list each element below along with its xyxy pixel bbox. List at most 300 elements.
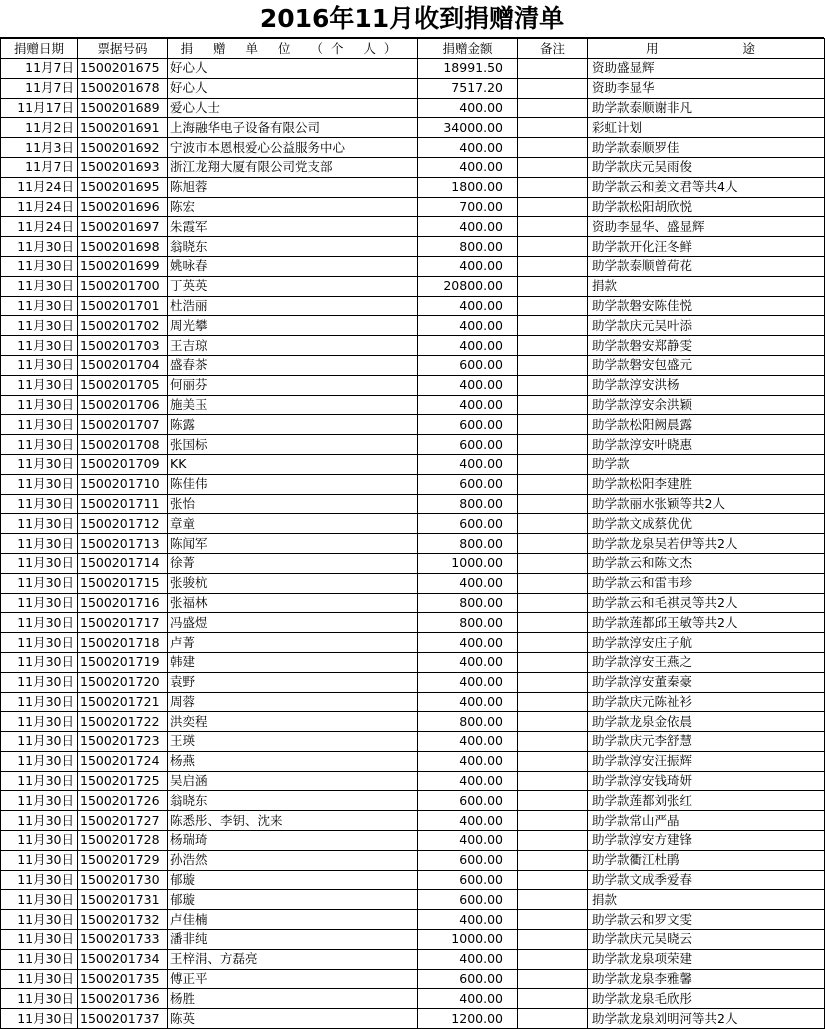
header-use-char-2: 途	[742, 40, 756, 56]
table-row	[1, 732, 825, 752]
note-cell	[518, 870, 588, 890]
use-cell: 助学款云和罗文雯	[588, 910, 825, 930]
use-cell: 助学款龙泉毛欣彤	[588, 989, 825, 1009]
donor-cell: 陈露	[168, 415, 418, 435]
note-cell	[518, 276, 588, 296]
note-cell	[518, 177, 588, 197]
note-cell	[518, 217, 588, 237]
table-row	[1, 831, 825, 851]
use-cell: 助学款松阳胡欣悦	[588, 197, 825, 217]
note-cell	[518, 652, 588, 672]
note-cell	[518, 355, 588, 375]
receipt-cell: 1500201731	[78, 890, 168, 910]
use-cell: 助学款云和陈文杰	[588, 553, 825, 573]
donor-cell: 陈闻军	[168, 534, 418, 554]
amount-cell: 400.00	[418, 375, 518, 395]
note-cell	[518, 78, 588, 98]
table-row	[1, 296, 825, 316]
use-cell: 捐款	[588, 276, 825, 296]
receipt-cell: 1500201695	[78, 177, 168, 197]
donor-cell: 宁波市本恩根爱心公益服务中心	[168, 138, 418, 158]
note-cell	[518, 633, 588, 653]
note-cell	[518, 593, 588, 613]
receipt-cell: 1500201689	[78, 98, 168, 118]
donor-cell: 陈悉彤、李钥、沈来	[168, 811, 418, 831]
donor-cell: 韩建	[168, 652, 418, 672]
amount-cell: 1000.00	[418, 930, 518, 950]
amount-cell: 800.00	[418, 534, 518, 554]
use-cell: 助学款淳安方建锋	[588, 831, 825, 851]
note-cell	[518, 672, 588, 692]
table-row	[1, 811, 825, 831]
use-cell: 助学款淳安汪振辉	[588, 751, 825, 771]
amount-cell: 400.00	[418, 949, 518, 969]
note-cell	[518, 59, 588, 79]
date-cell: 11月24日	[1, 197, 78, 217]
amount-cell: 400.00	[418, 831, 518, 851]
amount-cell: 7517.20	[418, 78, 518, 98]
note-cell	[518, 197, 588, 217]
note-cell	[518, 791, 588, 811]
note-cell	[518, 989, 588, 1009]
date-cell: 11月30日	[1, 355, 78, 375]
use-cell: 助学款淳安董秦豪	[588, 672, 825, 692]
receipt-cell: 1500201705	[78, 375, 168, 395]
receipt-cell: 1500201717	[78, 613, 168, 633]
note-cell	[518, 435, 588, 455]
date-cell: 11月30日	[1, 930, 78, 950]
date-cell: 11月2日	[1, 118, 78, 138]
donor-cell: 冯盛煜	[168, 613, 418, 633]
note-cell	[518, 336, 588, 356]
table-row	[1, 870, 825, 890]
date-cell: 11月30日	[1, 593, 78, 613]
use-cell: 助学款庆元吴晓云	[588, 930, 825, 950]
amount-cell: 600.00	[418, 890, 518, 910]
page-title: 2016年11月收到捐赠清单	[0, 0, 824, 38]
table-row	[1, 751, 825, 771]
receipt-cell: 1500201699	[78, 256, 168, 276]
donor-cell: 孙浩然	[168, 850, 418, 870]
date-cell: 11月30日	[1, 316, 78, 336]
date-cell: 11月30日	[1, 375, 78, 395]
amount-cell: 1800.00	[418, 177, 518, 197]
date-cell: 11月30日	[1, 276, 78, 296]
table-row	[1, 78, 825, 98]
donor-cell: 姚咏春	[168, 256, 418, 276]
header-amount: 捐赠金额	[418, 39, 518, 59]
receipt-cell: 1500201719	[78, 652, 168, 672]
donor-cell: 陈英	[168, 1009, 418, 1029]
use-cell: 助学款松阳李建胜	[588, 474, 825, 494]
use-cell: 助学款泰顺谢非凡	[588, 98, 825, 118]
date-cell: 11月30日	[1, 989, 78, 1009]
date-cell: 11月30日	[1, 890, 78, 910]
use-cell: 助学款磐安包盛元	[588, 355, 825, 375]
note-cell	[518, 613, 588, 633]
receipt-cell: 1500201728	[78, 831, 168, 851]
donor-cell: 好心人	[168, 78, 418, 98]
receipt-cell: 1500201704	[78, 355, 168, 375]
receipt-cell: 1500201732	[78, 910, 168, 930]
donor-cell: 陈宏	[168, 197, 418, 217]
date-cell: 11月30日	[1, 732, 78, 752]
table-row	[1, 633, 825, 653]
date-cell: 11月30日	[1, 514, 78, 534]
amount-cell: 400.00	[418, 316, 518, 336]
table-row	[1, 59, 825, 79]
donor-cell: 周蓉	[168, 692, 418, 712]
use-cell: 助学款磐安陈佳悦	[588, 296, 825, 316]
amount-cell: 400.00	[418, 573, 518, 593]
donor-cell: 浙江龙翔大厦有限公司党支部	[168, 157, 418, 177]
amount-cell: 1000.00	[418, 553, 518, 573]
use-cell: 助学款淳安洪杨	[588, 375, 825, 395]
use-cell: 捐款	[588, 890, 825, 910]
note-cell	[518, 732, 588, 752]
donor-cell: 张怡	[168, 494, 418, 514]
amount-cell: 800.00	[418, 712, 518, 732]
donor-cell: 杨瑞琦	[168, 831, 418, 851]
amount-cell: 600.00	[418, 415, 518, 435]
date-cell: 11月30日	[1, 712, 78, 732]
receipt-cell: 1500201708	[78, 435, 168, 455]
amount-cell: 800.00	[418, 494, 518, 514]
note-cell	[518, 771, 588, 791]
date-cell: 11月30日	[1, 771, 78, 791]
amount-cell: 600.00	[418, 850, 518, 870]
table-row	[1, 474, 825, 494]
donor-cell: 翁晓东	[168, 237, 418, 257]
note-cell	[518, 831, 588, 851]
header-date: 捐赠日期	[1, 39, 78, 59]
amount-cell: 400.00	[418, 910, 518, 930]
donor-cell: 杨燕	[168, 751, 418, 771]
date-cell: 11月30日	[1, 831, 78, 851]
donor-cell: 陈旭蓉	[168, 177, 418, 197]
donor-cell: 王吉琼	[168, 336, 418, 356]
table-row	[1, 949, 825, 969]
receipt-cell: 1500201696	[78, 197, 168, 217]
donor-cell: 上海融华电子设备有限公司	[168, 118, 418, 138]
use-cell: 助学款庆元吴叶添	[588, 316, 825, 336]
amount-cell: 800.00	[418, 593, 518, 613]
donor-cell: 好心人	[168, 59, 418, 79]
use-cell: 助学款泰顺罗佳	[588, 138, 825, 158]
amount-cell: 400.00	[418, 395, 518, 415]
donor-cell: 吴启涵	[168, 771, 418, 791]
date-cell: 11月30日	[1, 494, 78, 514]
receipt-cell: 1500201675	[78, 59, 168, 79]
date-cell: 11月30日	[1, 237, 78, 257]
use-cell: 助学款莲都刘张红	[588, 791, 825, 811]
amount-cell: 400.00	[418, 217, 518, 237]
date-cell: 11月30日	[1, 573, 78, 593]
use-cell: 助学款庆元陈祉衫	[588, 692, 825, 712]
amount-cell: 400.00	[418, 336, 518, 356]
table-row	[1, 534, 825, 554]
date-cell: 11月30日	[1, 791, 78, 811]
receipt-cell: 1500201707	[78, 415, 168, 435]
header-note: 备注	[518, 39, 588, 59]
table-row	[1, 197, 825, 217]
donor-cell: 王梓涓、方磊亮	[168, 949, 418, 969]
note-cell	[518, 712, 588, 732]
table-row	[1, 712, 825, 732]
receipt-cell: 1500201736	[78, 989, 168, 1009]
date-cell: 11月30日	[1, 435, 78, 455]
receipt-cell: 1500201735	[78, 969, 168, 989]
receipt-cell: 1500201724	[78, 751, 168, 771]
date-cell: 11月17日	[1, 98, 78, 118]
use-cell: 助学款	[588, 454, 825, 474]
use-cell: 助学款松阳阙晨露	[588, 415, 825, 435]
use-cell: 助学款龙泉金依晨	[588, 712, 825, 732]
use-cell: 彩虹计划	[588, 118, 825, 138]
note-cell	[518, 157, 588, 177]
use-cell: 助学款磐安郑静雯	[588, 336, 825, 356]
table-row	[1, 553, 825, 573]
table-row	[1, 138, 825, 158]
amount-cell: 400.00	[418, 633, 518, 653]
note-cell	[518, 454, 588, 474]
table-row	[1, 454, 825, 474]
use-cell: 助学款丽水张颖等共2人	[588, 494, 825, 514]
use-cell: 助学款龙泉刘明河等共2人	[588, 1009, 825, 1029]
table-row	[1, 573, 825, 593]
donor-cell: 袁野	[168, 672, 418, 692]
date-cell: 11月30日	[1, 336, 78, 356]
note-cell	[518, 910, 588, 930]
amount-cell: 400.00	[418, 692, 518, 712]
amount-cell: 400.00	[418, 989, 518, 1009]
note-cell	[518, 98, 588, 118]
header-use-char-1: 用	[646, 40, 659, 56]
note-cell	[518, 553, 588, 573]
use-cell: 助学款淳安王燕之	[588, 652, 825, 672]
date-cell: 11月24日	[1, 217, 78, 237]
table-row	[1, 237, 825, 257]
donor-cell: 卢佳楠	[168, 910, 418, 930]
note-cell	[518, 969, 588, 989]
donor-cell: 潘非纯	[168, 930, 418, 950]
donor-cell: 张福林	[168, 593, 418, 613]
receipt-cell: 1500201693	[78, 157, 168, 177]
amount-cell: 20800.00	[418, 276, 518, 296]
note-cell	[518, 296, 588, 316]
receipt-cell: 1500201701	[78, 296, 168, 316]
date-cell: 11月30日	[1, 652, 78, 672]
donor-cell: KK	[168, 454, 418, 474]
use-cell: 助学款云和毛祺灵等共2人	[588, 593, 825, 613]
table-row	[1, 514, 825, 534]
note-cell	[518, 890, 588, 910]
amount-cell: 800.00	[418, 237, 518, 257]
receipt-cell: 1500201722	[78, 712, 168, 732]
note-cell	[518, 850, 588, 870]
use-cell: 助学款淳安叶晓惠	[588, 435, 825, 455]
amount-cell: 600.00	[418, 969, 518, 989]
amount-cell: 600.00	[418, 870, 518, 890]
note-cell	[518, 237, 588, 257]
date-cell: 11月30日	[1, 870, 78, 890]
date-cell: 11月3日	[1, 138, 78, 158]
receipt-cell: 1500201725	[78, 771, 168, 791]
table-row	[1, 692, 825, 712]
donor-cell: 丁英英	[168, 276, 418, 296]
amount-cell: 400.00	[418, 454, 518, 474]
date-cell: 11月7日	[1, 59, 78, 79]
amount-cell: 600.00	[418, 514, 518, 534]
date-cell: 11月30日	[1, 474, 78, 494]
table-row	[1, 217, 825, 237]
table-row	[1, 157, 825, 177]
table-row	[1, 98, 825, 118]
use-cell: 助学款开化汪冬鲜	[588, 237, 825, 257]
amount-cell: 34000.00	[418, 118, 518, 138]
receipt-cell: 1500201726	[78, 791, 168, 811]
note-cell	[518, 811, 588, 831]
donor-cell: 郁璇	[168, 870, 418, 890]
header-receipt: 票据号码	[78, 39, 168, 59]
receipt-cell: 1500201723	[78, 732, 168, 752]
donor-cell: 章童	[168, 514, 418, 534]
receipt-cell: 1500201718	[78, 633, 168, 653]
date-cell: 11月30日	[1, 811, 78, 831]
note-cell	[518, 949, 588, 969]
use-cell: 资助李显华	[588, 78, 825, 98]
note-cell	[518, 395, 588, 415]
receipt-cell: 1500201697	[78, 217, 168, 237]
donor-cell: 张骏杭	[168, 573, 418, 593]
date-cell: 11月30日	[1, 633, 78, 653]
donation-table	[0, 38, 825, 1029]
receipt-cell: 1500201733	[78, 930, 168, 950]
table-row	[1, 494, 825, 514]
use-cell: 助学款庆元李舒慧	[588, 732, 825, 752]
donor-cell: 爱心人士	[168, 98, 418, 118]
table-row	[1, 652, 825, 672]
receipt-cell: 1500201727	[78, 811, 168, 831]
use-cell: 资助李显华、盛显辉	[588, 217, 825, 237]
donor-cell: 陈佳伟	[168, 474, 418, 494]
receipt-cell: 1500201691	[78, 118, 168, 138]
receipt-cell: 1500201710	[78, 474, 168, 494]
amount-cell: 400.00	[418, 751, 518, 771]
table-body	[1, 59, 825, 1029]
table-row	[1, 930, 825, 950]
donor-cell: 杨胜	[168, 989, 418, 1009]
receipt-cell: 1500201729	[78, 850, 168, 870]
date-cell: 11月30日	[1, 910, 78, 930]
use-cell: 助学款常山严晶	[588, 811, 825, 831]
receipt-cell: 1500201721	[78, 692, 168, 712]
table-row	[1, 316, 825, 336]
donor-cell: 徐菁	[168, 553, 418, 573]
receipt-cell: 1500201737	[78, 1009, 168, 1029]
note-cell	[518, 930, 588, 950]
amount-cell: 400.00	[418, 672, 518, 692]
receipt-cell: 1500201702	[78, 316, 168, 336]
donor-cell: 卢菁	[168, 633, 418, 653]
donor-cell: 施美玉	[168, 395, 418, 415]
receipt-cell: 1500201698	[78, 237, 168, 257]
date-cell: 11月30日	[1, 613, 78, 633]
table-row	[1, 989, 825, 1009]
date-cell: 11月24日	[1, 177, 78, 197]
amount-cell: 18991.50	[418, 59, 518, 79]
date-cell: 11月30日	[1, 692, 78, 712]
use-cell: 助学款淳安庄子航	[588, 633, 825, 653]
receipt-cell: 1500201678	[78, 78, 168, 98]
table-row	[1, 435, 825, 455]
date-cell: 11月30日	[1, 395, 78, 415]
table-row	[1, 613, 825, 633]
table-row	[1, 791, 825, 811]
date-cell: 11月30日	[1, 949, 78, 969]
date-cell: 11月30日	[1, 415, 78, 435]
note-cell	[518, 534, 588, 554]
donor-cell: 盛春茶	[168, 355, 418, 375]
receipt-cell: 1500201730	[78, 870, 168, 890]
use-cell: 助学款龙泉吴若伊等共2人	[588, 534, 825, 554]
amount-cell: 700.00	[418, 197, 518, 217]
table-row	[1, 276, 825, 296]
receipt-cell: 1500201706	[78, 395, 168, 415]
date-cell: 11月30日	[1, 296, 78, 316]
receipt-cell: 1500201714	[78, 553, 168, 573]
table-row	[1, 910, 825, 930]
table-row	[1, 256, 825, 276]
note-cell	[518, 118, 588, 138]
note-cell	[518, 138, 588, 158]
use-cell: 助学款淳安余洪颖	[588, 395, 825, 415]
table-row	[1, 672, 825, 692]
amount-cell: 1200.00	[418, 1009, 518, 1029]
receipt-cell: 1500201712	[78, 514, 168, 534]
note-cell	[518, 256, 588, 276]
header-donor: 捐 赠 单 位 （个 人）	[168, 39, 418, 59]
table-row	[1, 177, 825, 197]
table-row	[1, 395, 825, 415]
donor-cell: 傅正平	[168, 969, 418, 989]
date-cell: 11月7日	[1, 157, 78, 177]
amount-cell: 400.00	[418, 296, 518, 316]
donor-cell: 翁晓东	[168, 791, 418, 811]
amount-cell: 400.00	[418, 771, 518, 791]
date-cell: 11月30日	[1, 1009, 78, 1029]
use-cell: 助学款莲都邱王敏等共2人	[588, 613, 825, 633]
donor-cell: 张国标	[168, 435, 418, 455]
use-cell: 助学款庆元吴雨俊	[588, 157, 825, 177]
table-row	[1, 969, 825, 989]
donor-cell: 洪奕程	[168, 712, 418, 732]
donor-cell: 朱霞军	[168, 217, 418, 237]
table-row	[1, 850, 825, 870]
use-cell: 助学款云和姜文君等共4人	[588, 177, 825, 197]
note-cell	[518, 375, 588, 395]
receipt-cell: 1500201692	[78, 138, 168, 158]
amount-cell: 400.00	[418, 157, 518, 177]
date-cell: 11月30日	[1, 534, 78, 554]
donor-cell: 周光攀	[168, 316, 418, 336]
donor-cell: 何丽芬	[168, 375, 418, 395]
date-cell: 11月30日	[1, 553, 78, 573]
note-cell	[518, 494, 588, 514]
donor-cell: 郁璇	[168, 890, 418, 910]
amount-cell: 400.00	[418, 732, 518, 752]
receipt-cell: 1500201713	[78, 534, 168, 554]
